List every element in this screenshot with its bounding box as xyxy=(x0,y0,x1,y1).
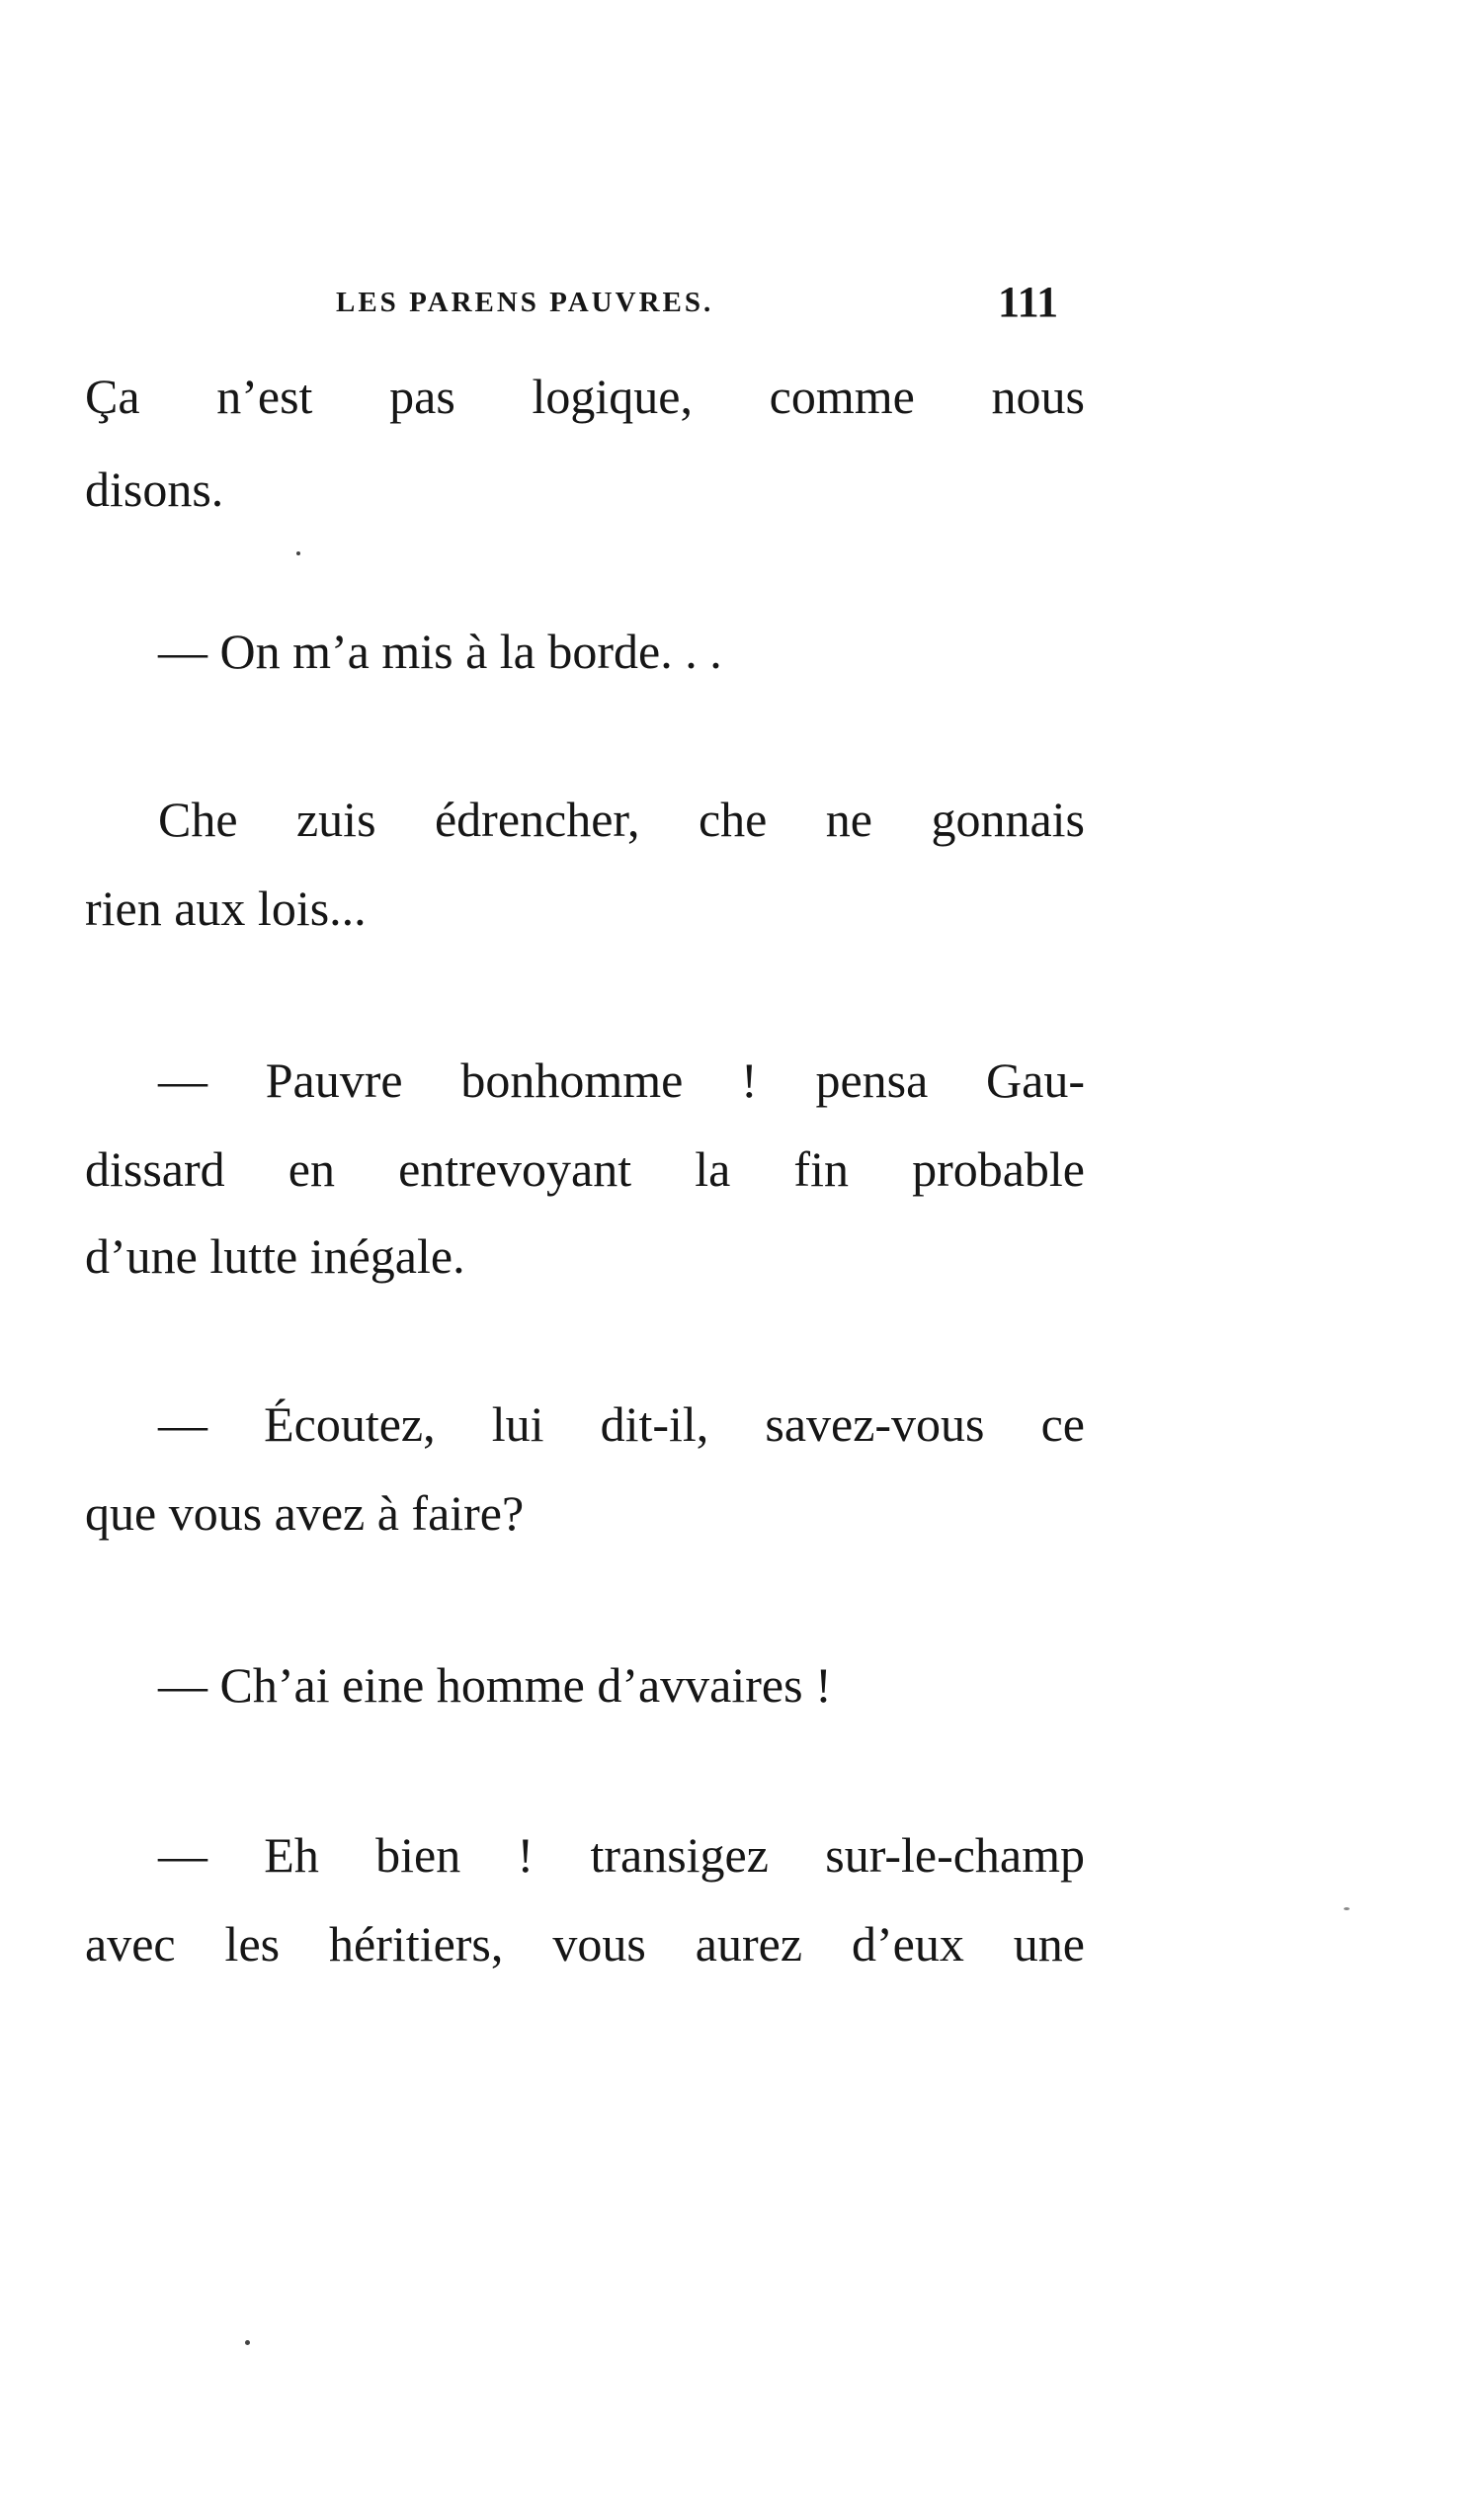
text-line: Ça n’est pas logique, comme nous xyxy=(85,369,1085,424)
text-line: Che zuis édrencher, che ne gonnais xyxy=(158,792,1085,847)
text-line: d’une lutte inégale. xyxy=(85,1228,465,1284)
text-line: disons. xyxy=(85,462,224,517)
text-line: que vous avez à faire? xyxy=(85,1485,525,1541)
text-line: dissard en entrevoyant la fin probable xyxy=(85,1141,1085,1197)
text-line: — Écoutez, lui dit-il, savez-vous ce xyxy=(158,1396,1085,1452)
text-line: avec les héritiers, vous aurez d’eux une xyxy=(85,1916,1085,1972)
text-line: — Eh bien ! transigez sur-le-champ xyxy=(158,1827,1085,1883)
text-line: — On m’a mis à la borde. . . xyxy=(158,624,722,679)
text-line: — Pauvre bonhomme ! pensa Gau- xyxy=(158,1052,1085,1108)
text-line: rien aux lois... xyxy=(85,881,367,936)
paper-speck xyxy=(245,2340,250,2345)
text-line: — Ch’ai eine homme d’avvaires ! xyxy=(158,1657,832,1713)
page-number: 111 xyxy=(998,278,1059,326)
paper-speck xyxy=(296,551,300,555)
paper-speck xyxy=(1344,1907,1350,1910)
running-head: LES PARENS PAUVRES. xyxy=(336,287,714,318)
